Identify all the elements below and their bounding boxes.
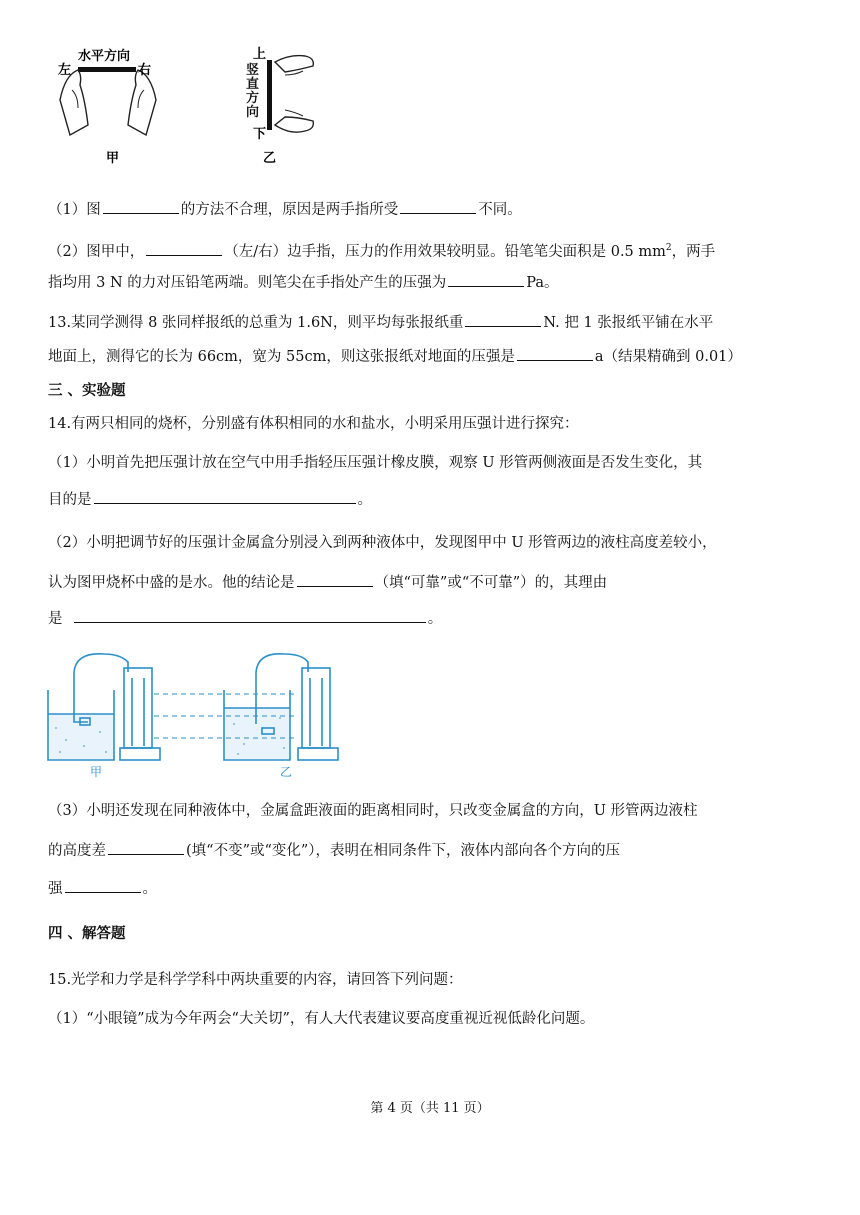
blank-q12-figure[interactable] (103, 199, 179, 214)
q14-part2-cont: 认为图甲烧杯中盛的是水。他的结论是 （填“可靠”或“不可靠”）的，其理由 (48, 572, 607, 593)
figure-jia-caption: 甲 (106, 151, 120, 166)
q14-intro: 14.有两只相同的烧杯，分别盛有体积相同的水和盐水，小明采用压强计进行探究： (48, 416, 579, 432)
section-four-heading: 四 、解答题 (48, 926, 126, 942)
q12-part2-cont: 指均用 3 N 的力对压铅笔两端。则笔尖在手指处产生的压强为 Pa。 (48, 272, 559, 293)
q14-part1: （1）小明首先把压强计放在空气中用手指轻压压强计橡皮膜，观察 U 形管两侧液面是否发生变化，其 (48, 455, 703, 471)
blank-q12-pressure[interactable] (448, 272, 524, 287)
q14-part2: （2）小明把调节好的压强计金属盒分别浸入到两种液体中，发现图甲中 U 形管两边的液柱高度差较小， (48, 535, 717, 551)
pressure-gauge-figure (44, 648, 344, 780)
figure-yi (253, 47, 313, 166)
top-side-label: 上 (253, 47, 267, 62)
vertical-pencil (267, 60, 272, 130)
bottom-side-label: 下 (253, 127, 267, 142)
q12-part1: （1）图 的方法不合理，原因是两手指所受 不同。 (48, 199, 522, 220)
q12-part2: （2）图甲中， （左/右）边手指，压力的作用效果较明显。铅笔笔尖面积是 0.5 $mm^2$，两手 (48, 238, 715, 262)
blank-q13-weight[interactable] (465, 312, 541, 327)
blank-q14-reason[interactable] (74, 608, 426, 623)
q13-line2: 地面上，测得它的长为 66cm，宽为 55cm，则这张报纸对地面的压强是 a（结果精确到 0.01） (48, 346, 742, 367)
blank-q12-side[interactable] (146, 241, 222, 256)
page-footer: 第 4 页（共 11 页） (370, 1101, 490, 1116)
figure-jia (58, 48, 156, 166)
blank-q14-height-diff[interactable] (108, 840, 184, 855)
q14-part3-end: 强 。 (48, 878, 157, 899)
figure-yi-caption: 乙 (263, 151, 277, 166)
blank-q12-reason[interactable] (400, 199, 476, 214)
horizontal-direction-label: 水平方向 (78, 49, 131, 64)
blank-q14-purpose[interactable] (94, 489, 356, 504)
upper-hand-icon (275, 56, 313, 72)
left-side-label: 左 (58, 63, 72, 78)
q14-part3-cont: 的高度差 (填“不变”或“变化”），表明在相同条件下，液体内部向各个方向的压 (48, 840, 620, 861)
horizontal-pencil (78, 67, 136, 72)
left-hand-icon (60, 70, 88, 135)
u-tube-base-jia (120, 748, 160, 760)
q13-line1: 13.某同学测得 8 张同样报纸的总重为 1.6N，则平均每张报纸重 N. 把 1 张报纸平铺在水平 (48, 312, 713, 333)
q14-part2-reason: 是 。 (48, 608, 442, 629)
q15-part1: （1）“小眼镜”成为今年两会“大关切”，有人大代表建议要高度重视近视低龄化问题。 (48, 1011, 595, 1027)
gauge-yi-caption: 乙 (280, 765, 293, 779)
q14-part1-cont: 目的是 。 (48, 489, 372, 510)
gauge-jia-caption: 甲 (90, 765, 103, 779)
blank-q14-reliable[interactable] (297, 572, 373, 587)
u-tube-base-yi (298, 748, 338, 760)
liquid-jia (49, 714, 113, 759)
q15-intro: 15.光学和力学是科学学科中两块重要的内容，请回答下列问题： (48, 972, 463, 988)
blank-q14-pressure-direction[interactable] (65, 878, 141, 893)
lower-hand-icon (275, 117, 313, 132)
u-tube-jia (124, 668, 152, 748)
q14-part3: （3）小明还发现在同种液体中，金属盒距液面的距离相同时，只改变金属盒的方向，U 形管两边液柱 (48, 803, 698, 819)
right-hand-icon (128, 70, 156, 135)
u-tube-yi (302, 668, 330, 748)
section-three-heading: 三 、实验题 (48, 383, 126, 399)
pencil-fingers-figure (50, 40, 330, 170)
vertical-direction-label: 竖直方向 (246, 63, 260, 120)
blank-q13-pressure[interactable] (517, 346, 593, 361)
right-side-label: 右 (138, 63, 152, 78)
